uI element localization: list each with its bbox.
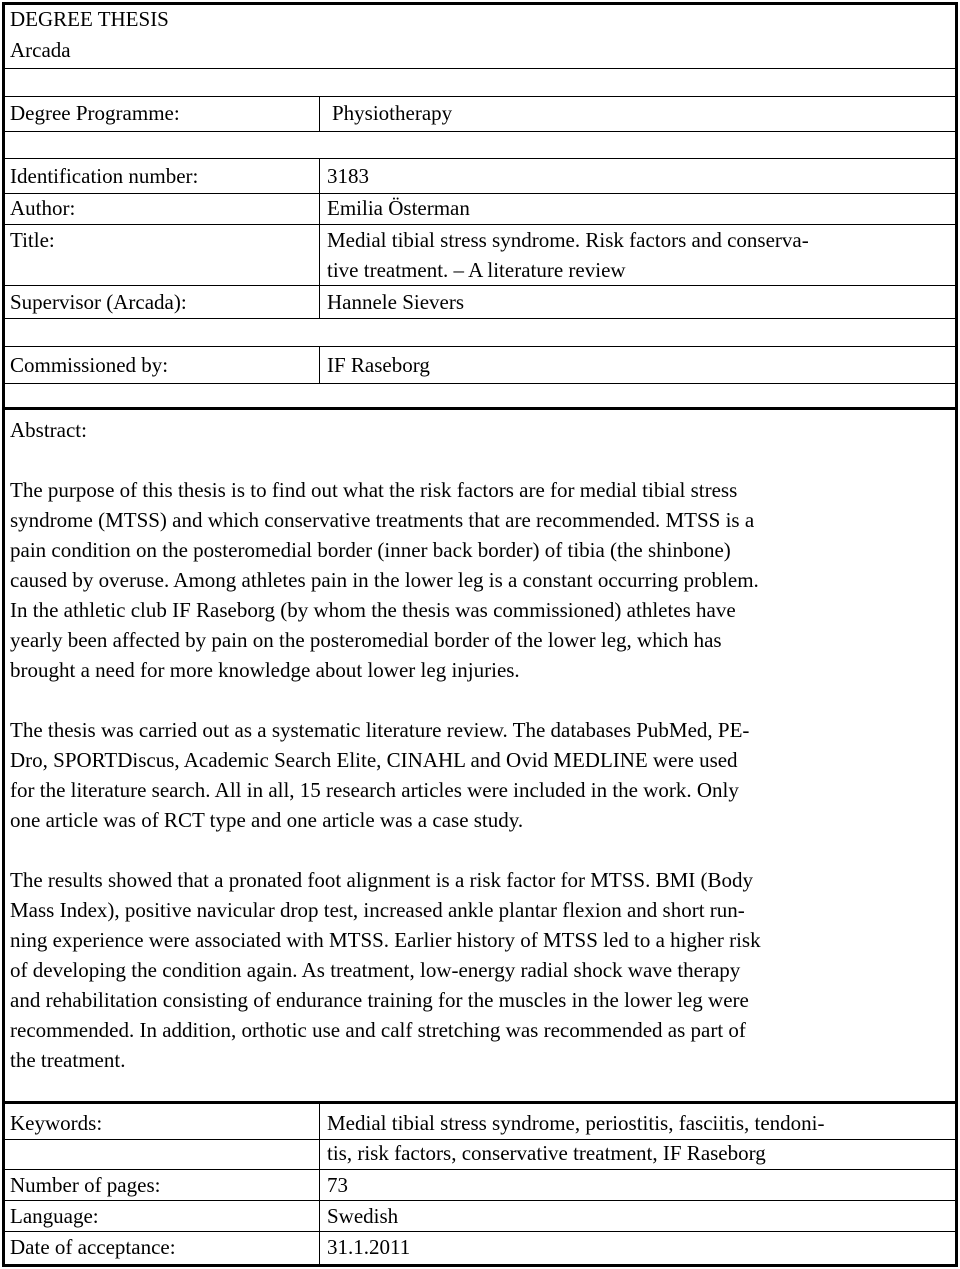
divider <box>4 1139 956 1140</box>
abstract-line: The purpose of this thesis is to find out what the risk factors are for medial tibial stress <box>10 478 738 502</box>
divider <box>4 1169 956 1170</box>
language-label: Language: <box>10 1204 99 1228</box>
supervisor-value: Hannele Sievers <box>327 290 465 314</box>
document-type: DEGREE THESIS <box>10 7 169 31</box>
pages-label: Number of pages: <box>10 1173 161 1197</box>
keywords-value-line-2: tis, risk factors, conservative treatment, IF Raseborg <box>327 1141 766 1165</box>
date-label: Date of acceptance: <box>10 1235 176 1259</box>
header-section <box>2 2 958 410</box>
divider <box>4 193 956 194</box>
divider <box>4 68 956 69</box>
divider <box>4 224 956 225</box>
divider <box>4 285 956 286</box>
abstract-line: recommended. In addition, orthotic use and calf stretching was recommended as part of <box>10 1018 746 1042</box>
author-value: Emilia Österman <box>327 196 470 220</box>
pages-value: 73 <box>327 1173 348 1197</box>
column-divider <box>319 1104 320 1267</box>
identification-value: 3183 <box>327 164 369 188</box>
abstract-line: ning experience were associated with MTSS. Earlier history of MTSS led to a higher risk <box>10 928 761 952</box>
abstract-line: of developing the condition again. As treatment, low-energy radial shock wave therapy <box>10 958 741 982</box>
divider <box>4 131 956 132</box>
commissioned-value: IF Raseborg <box>327 353 430 377</box>
column-divider <box>319 346 320 383</box>
date-value: 31.1.2011 <box>327 1235 411 1259</box>
abstract-line: In the athletic club IF Raseborg (by whom the thesis was commissioned) athletes have <box>10 598 736 622</box>
divider <box>4 1231 956 1232</box>
abstract-line: Dro, SPORTDiscus, Academic Search Elite, CINAHL and Ovid MEDLINE were used <box>10 748 738 772</box>
keywords-label: Keywords: <box>10 1111 103 1135</box>
abstract-line: one article was of RCT type and one article was a case study. <box>10 808 524 832</box>
abstract-line: Mass Index), positive navicular drop test, increased ankle plantar flexion and short run- <box>10 898 745 922</box>
column-divider <box>319 96 320 131</box>
language-value: Swedish <box>327 1204 399 1228</box>
divider <box>4 1200 956 1201</box>
abstract-line: syndrome (MTSS) and which conservative treatments that are recommended. MTSS is a <box>10 508 755 532</box>
divider <box>4 158 956 159</box>
divider <box>4 383 956 384</box>
identification-label: Identification number: <box>10 164 199 188</box>
title-label: Title: <box>10 228 55 252</box>
programme-value: Physiotherapy <box>332 101 453 125</box>
abstract-line: for the literature search. All in all, 15 research articles were included in the work. Only <box>10 778 739 802</box>
supervisor-label: Supervisor (Arcada): <box>10 290 187 314</box>
abstract-line: the treatment. <box>10 1048 126 1072</box>
abstract-line: and rehabilitation consisting of endurance training for the muscles in the lower leg were <box>10 988 749 1012</box>
abstract-label: Abstract: <box>10 418 87 442</box>
abstract-line: yearly been affected by pain on the posteromedial border of the lower leg, which has <box>10 628 722 652</box>
institution-name: Arcada <box>10 38 71 62</box>
divider <box>4 96 956 97</box>
abstract-line: pain condition on the posteromedial border (inner back border) of tibia (the shinbone) <box>10 538 731 562</box>
abstract-line: The results showed that a pronated foot alignment is a risk factor for MTSS. BMI (Body <box>10 868 754 892</box>
title-value-line-2: tive treatment. – A literature review <box>327 258 626 282</box>
abstract-line: The thesis was carried out as a systematic literature review. The databases PubMed, PE- <box>10 718 750 742</box>
programme-label: Degree Programme: <box>10 101 180 125</box>
abstract-line: brought a need for more knowledge about lower leg injuries. <box>10 658 520 682</box>
commissioned-label: Commissioned by: <box>10 353 169 377</box>
column-divider <box>319 158 320 318</box>
divider <box>4 346 956 347</box>
divider <box>4 318 956 319</box>
abstract-line: caused by overuse. Among athletes pain in the lower leg is a constant occurring problem. <box>10 568 759 592</box>
author-label: Author: <box>10 196 76 220</box>
keywords-value-line-1: Medial tibial stress syndrome, periostitis, fasciitis, tendoni- <box>327 1111 825 1135</box>
title-value-line-1: Medial tibial stress syndrome. Risk factors and conserva- <box>327 228 809 252</box>
